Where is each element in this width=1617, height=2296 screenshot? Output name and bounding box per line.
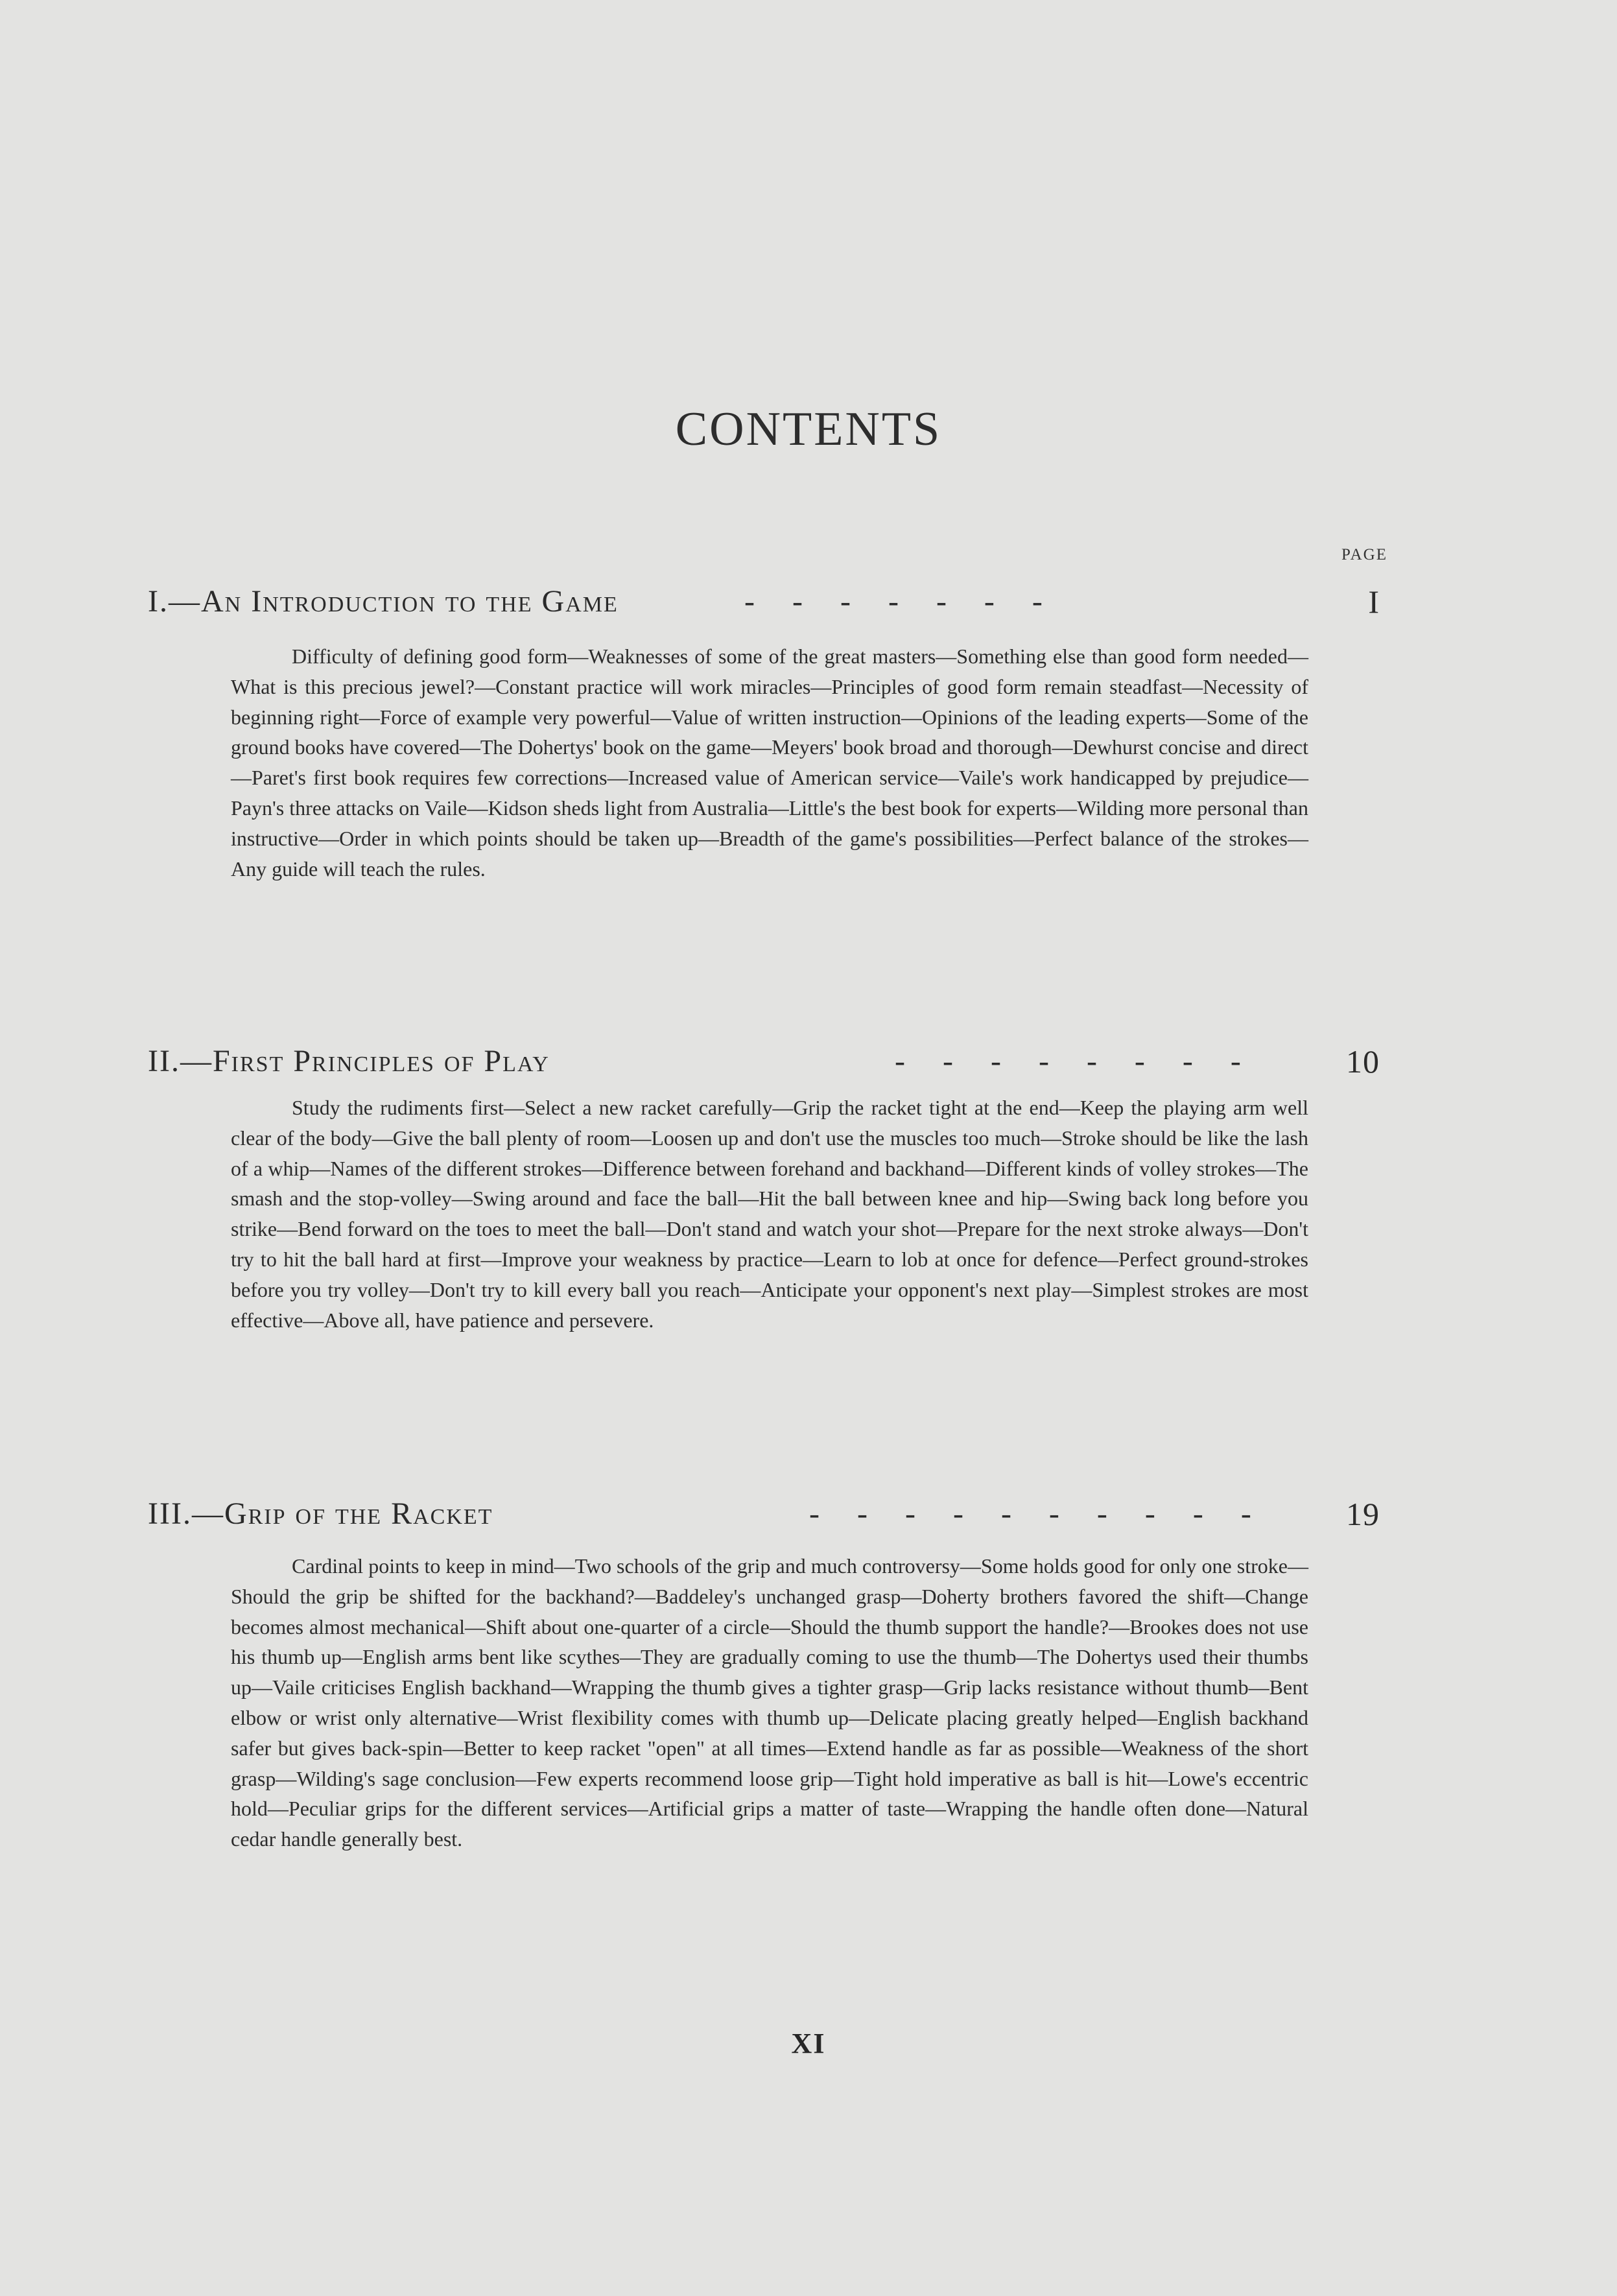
chapter-page-number: 10 [1346, 1043, 1380, 1080]
page-folio: XI [791, 2028, 826, 2059]
chapter-summary-3: Cardinal points to keep in mind—Two schools of the grip and much controversy—Some holds good for only one stroke—Should the grip be shifted for the backhand?—Baddeley's unchanged grasp—Doherty brothers favored the shift—Change becomes almost mechanical—Shift about one-quarter of a circle—Should the thumb support the handle?—Brookes does not use his thumb up—English arms bent like scythes—They are gradually coming to use the thumb—The Dohertys used their thumbs up—Vaile criticises English backhand—Wrapping the thumb gives a tighter grasp—Grip lacks resistance without thumb—Bent elbow or wrist only alternative—Wrist flexibility comes with thumb up—Delicate placing greatly helped—English backhand safer but gives back-spin—Better to keep racket "open" at all times—Extend handle as far as possible—Weakness of the short grasp—Wilding's sage conclusion—Few experts recommend loose grip—Tight hold imperative as ball is hit—Lowe's eccentric hold—Peculiar grips for the different services—Artificial grips a matter of taste—Wrapping the handle often done—Natural cedar handle generally best. [231, 1554, 1308, 1851]
chapter-page-number: 19 [1346, 1496, 1380, 1532]
chapter-heading-1 [148, 579, 1380, 624]
chapter-title: II.—First Principles of Play [148, 1044, 550, 1078]
chapter-title: I.—An Introduction to the Game [148, 584, 619, 619]
chapter-title: III.—Grip of the Racket [148, 1497, 493, 1531]
dot-leader: - - - - - - - [744, 584, 1043, 619]
page-title: CONTENTS [675, 403, 942, 456]
dot-leader: - - - - - - - - [895, 1044, 1241, 1078]
chapter-page-number: I [1368, 584, 1380, 620]
page-column-label: PAGE [1341, 546, 1387, 563]
chapter-heading-2 [148, 1039, 1380, 1084]
chapter-summary-1: Difficulty of defining good form—Weaknesses of some of the great masters—Something else than good form needed—What is this precious jewel?—Constant practice will work miracles—Principles of good form remain steadfast—Necessity of beginning right—Force of example very powerful—Value of written instruction—Opinions of the leading experts—Some of the ground books have covered—The Dohertys' book on the game—Meyers' book broad and thorough—Dewhurst concise and direct—Paret's first book requires few corrections—Increased value of American service—Vaile's work handicapped by prejudice—Payn's three attacks on Vaile—Kidson sheds light from Australia—Little's the best book for experts—Wilding more personal than instructive—Order in which points should be taken up—Breadth of the game's possibilities—Perfect balance of the strokes—Any guide will teach the rules. [231, 645, 1308, 881]
dot-leader: - - - - - - - - - - [809, 1497, 1251, 1531]
chapter-heading-3 [148, 1491, 1380, 1537]
chapter-summary-2: Study the rudiments first—Select a new racket carefully—Grip the racket tight at the end—Keep the playing arm well clear of the body—Give the ball plenty of room—Loosen up and don't use the muscles too much—Stroke should be like the lash of a whip—Names of the different strokes—Difference between forehand and backhand—Different kinds of volley strokes—The smash and the stop-volley—Swing around and face the ball—Hit the ball between knee and hip—Swing back long before you strike—Bend forward on the toes to meet the ball—Don't stand and watch your shot—Prepare for the next stroke always—Don't try to hit the ball hard at first—Improve your weakness by practice—Learn to lob at once for defence—Perfect ground-strokes before you try volley—Don't try to kill every ball you reach—Anticipate your opponent's next play—Simplest strokes are most effective—Above all, have patience and persevere. [231, 1096, 1308, 1332]
